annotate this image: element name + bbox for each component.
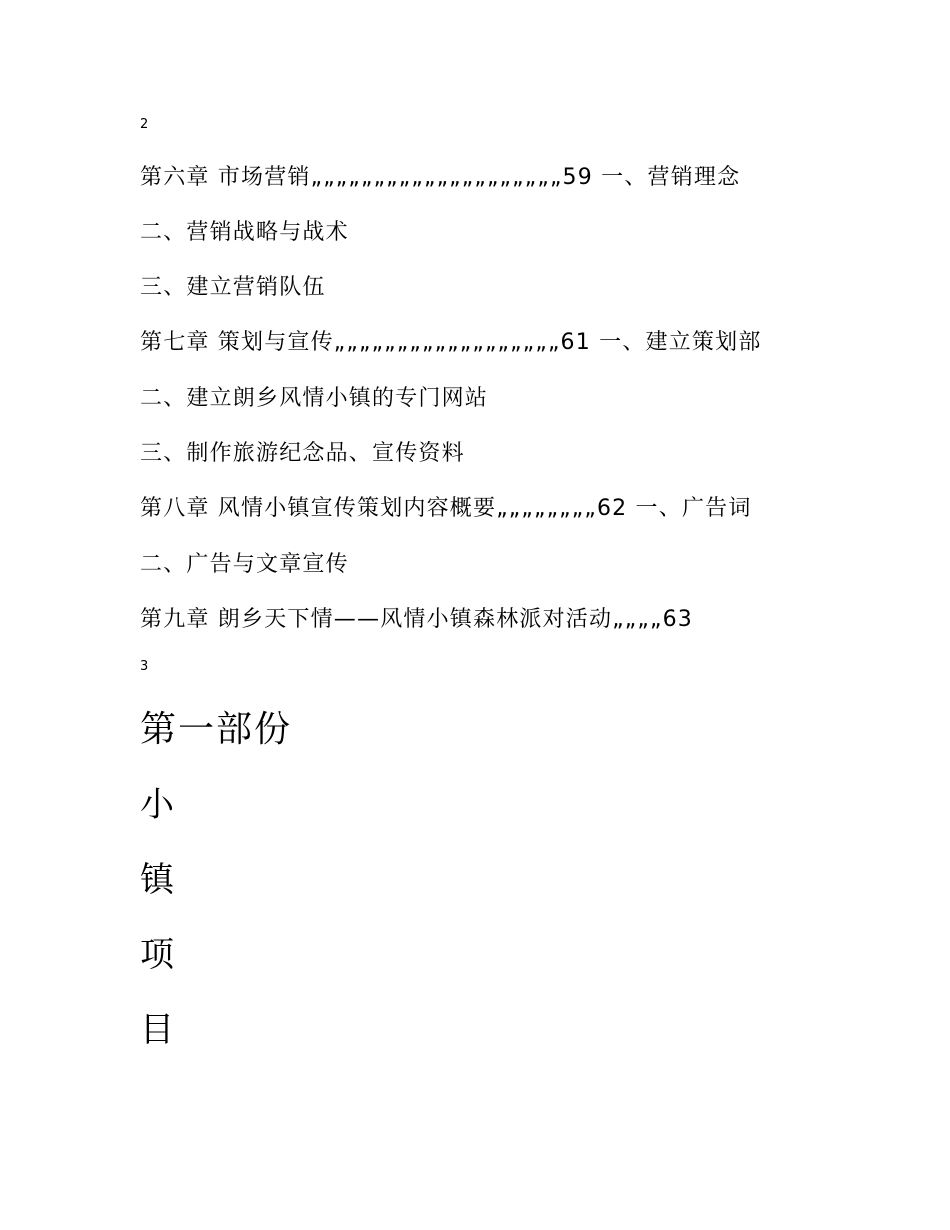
toc-line-chapter-8: 第八章 风情小镇宣传策划内容概要„„„„„„„„62 一、广告词 [140,496,752,521]
toc-line-chapter-9: 第九章 朗乡天下情——风情小镇森林派对活动„„„„63 [140,607,693,632]
toc-line-advertising: 二、广告与文章宣传 [140,552,349,577]
toc-line-souvenirs: 三、制作旅游纪念品、宣传资料 [140,441,465,466]
toc-line-marketing-strategy: 二、营销战略与战术 [140,220,349,245]
page-number-2: 2 [140,117,149,132]
vertical-char-2: 镇 [140,860,176,900]
toc-line-chapter-6: 第六章 市场营销„„„„„„„„„„„„„„„„„„„„59 一、营销理念 [140,165,741,190]
vertical-char-1: 小 [140,785,176,825]
part-title: 第一部份 [140,709,293,750]
page-number-3: 3 [140,659,149,674]
vertical-char-3: 项 [140,935,176,975]
toc-line-website: 二、建立朗乡风情小镇的专门网站 [140,386,489,411]
vertical-char-4: 目 [140,1010,176,1050]
toc-line-chapter-7: 第七章 策划与宣传„„„„„„„„„„„„„„„„„„61 一、建立策划部 [140,330,762,355]
toc-line-marketing-team: 三、建立营销队伍 [140,275,326,300]
